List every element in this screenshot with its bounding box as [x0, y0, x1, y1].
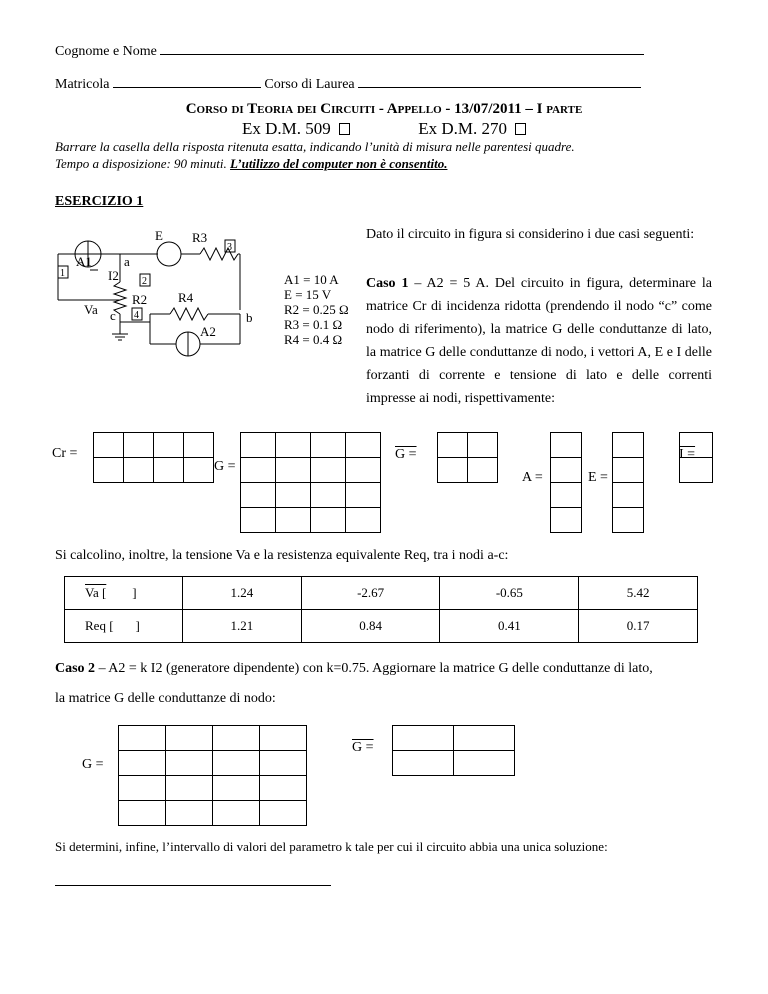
- exam-title: Corso di Teoria dei Circuiti - Appello - 13/07/2011 – I parte: [185, 101, 583, 117]
- instruction-1: Barrare la casella della risposta ritenuta esatta, indicando l’unità di misura nelle parentesi quadre.: [55, 139, 575, 154]
- node-4-label: 4: [134, 310, 139, 321]
- req-row-label: Req [ ]: [65, 610, 183, 643]
- i2-label: I2: [108, 268, 119, 283]
- case1-text: [366, 272, 712, 410]
- param-r2: R2 = 0.25 Ω: [284, 302, 349, 317]
- g-label: G =: [214, 459, 236, 474]
- r4-label: R4: [178, 290, 194, 305]
- corso-label: Corso di Laurea: [264, 77, 355, 92]
- cr-matrix: [93, 432, 214, 483]
- e-label: E: [155, 228, 163, 243]
- a2-label: A2: [200, 324, 216, 339]
- gbar-label: G =: [395, 447, 417, 462]
- e-vector: [612, 432, 644, 533]
- node-b-label: b: [246, 310, 253, 325]
- ex509-label: Ex D.M. 509: [241, 119, 331, 138]
- param-a1: A1 = 10 A: [284, 272, 339, 287]
- r3-label: R3: [192, 230, 208, 245]
- dm-options: [0, 119, 768, 139]
- node-c-label: c: [110, 308, 116, 323]
- final-answer-line[interactable]: [55, 885, 331, 886]
- instruction-time: Tempo a disposizione: 90 minuti.: [55, 156, 227, 171]
- req-option-4[interactable]: 0.17: [579, 610, 698, 643]
- ex270-label: Ex D.M. 270: [418, 119, 508, 138]
- gbar-matrix: [437, 432, 498, 483]
- g-matrix: [240, 432, 381, 533]
- a1-label: A1: [76, 254, 92, 269]
- final-question: Si determini, infine, l’intervallo di valori del parametro k tale per cui il circuito abbia una unica soluzione:: [55, 839, 608, 854]
- instruction-2: [55, 156, 447, 172]
- node-2-label: 2: [142, 276, 147, 287]
- case1-body: – A2 = 5 A. Del circuito in figura, determinare la matrice Cr di incidenza ridotta (prendendo il nodo “c” come nodo di riferimento), la matrice G delle conduttanze di lato, la matrice G delle conduttanze di nodo, i vettori A, E e I delle forzanti di corrente e tensione di lato e delle correnti impresse ai nodi, rispettivamente:: [366, 276, 712, 406]
- params-list: [284, 272, 349, 347]
- g2bar-label: G =: [352, 740, 374, 755]
- req-option-2[interactable]: 0.84: [301, 610, 440, 643]
- exercise-heading: ESERCIZIO 1: [55, 194, 144, 209]
- param-r4: R4 = 0.4 Ω: [284, 332, 343, 347]
- e-vector-label: E =: [588, 470, 608, 485]
- i-vector: [679, 432, 713, 483]
- matricola-line: [55, 73, 641, 93]
- matricola-field[interactable]: [113, 73, 261, 88]
- answers-table: [64, 576, 698, 643]
- ex509-checkbox[interactable]: [339, 123, 350, 135]
- case2-body: – A2 = k I2 (generatore dipendente) con k=0.75. Aggiornare la matrice G delle conduttanze di lato,: [98, 661, 653, 676]
- i-vector-label: I =: [679, 447, 696, 462]
- va-label: Va: [84, 302, 98, 317]
- case2-text: [55, 661, 653, 677]
- req-option-3[interactable]: 0.41: [440, 610, 579, 643]
- param-e: E = 15 V: [284, 287, 332, 302]
- param-r3: R3 = 0.1 Ω: [284, 317, 343, 332]
- a-vector-label: A =: [522, 470, 543, 485]
- corso-field[interactable]: [358, 73, 641, 88]
- g2-matrix: [118, 725, 307, 826]
- va-option-3[interactable]: -0.65: [440, 577, 579, 610]
- a-vector: [550, 432, 582, 533]
- ex270-checkbox[interactable]: [515, 123, 526, 135]
- g2bar-matrix: [392, 725, 515, 776]
- g2-label: G =: [82, 757, 104, 772]
- node-a-label: a: [124, 254, 130, 269]
- node-1-label: 1: [60, 268, 65, 279]
- cr-label: Cr =: [52, 446, 78, 461]
- instruction-computer: L’utilizzo del computer non è consentito.: [230, 156, 448, 171]
- va-row-label: Va [ ]: [65, 577, 183, 610]
- va-option-1[interactable]: 1.24: [183, 577, 302, 610]
- va-option-4[interactable]: 5.42: [579, 577, 698, 610]
- node-3-label: 3: [227, 242, 232, 253]
- req-option-1[interactable]: 1.21: [183, 610, 302, 643]
- va-row: [65, 577, 698, 610]
- intro-text: Dato il circuito in figura si considerino i due casi seguenti:: [366, 227, 695, 242]
- name-label: Cognome e Nome: [55, 44, 157, 59]
- case2-label: Caso 2: [55, 661, 96, 676]
- case1-label: Caso 1: [366, 276, 409, 291]
- calc-question: Si calcolino, inoltre, la tensione Va e la resistenza equivalente Req, tra i nodi a-c:: [55, 548, 509, 563]
- case2-text-2: la matrice G delle conduttanze di nodo:: [55, 691, 276, 706]
- r2-label: R2: [132, 292, 148, 307]
- req-row: [65, 610, 698, 643]
- name-line: [55, 40, 644, 60]
- matricola-label: Matricola: [55, 77, 110, 92]
- va-option-2[interactable]: -2.67: [301, 577, 440, 610]
- name-field[interactable]: [160, 40, 644, 55]
